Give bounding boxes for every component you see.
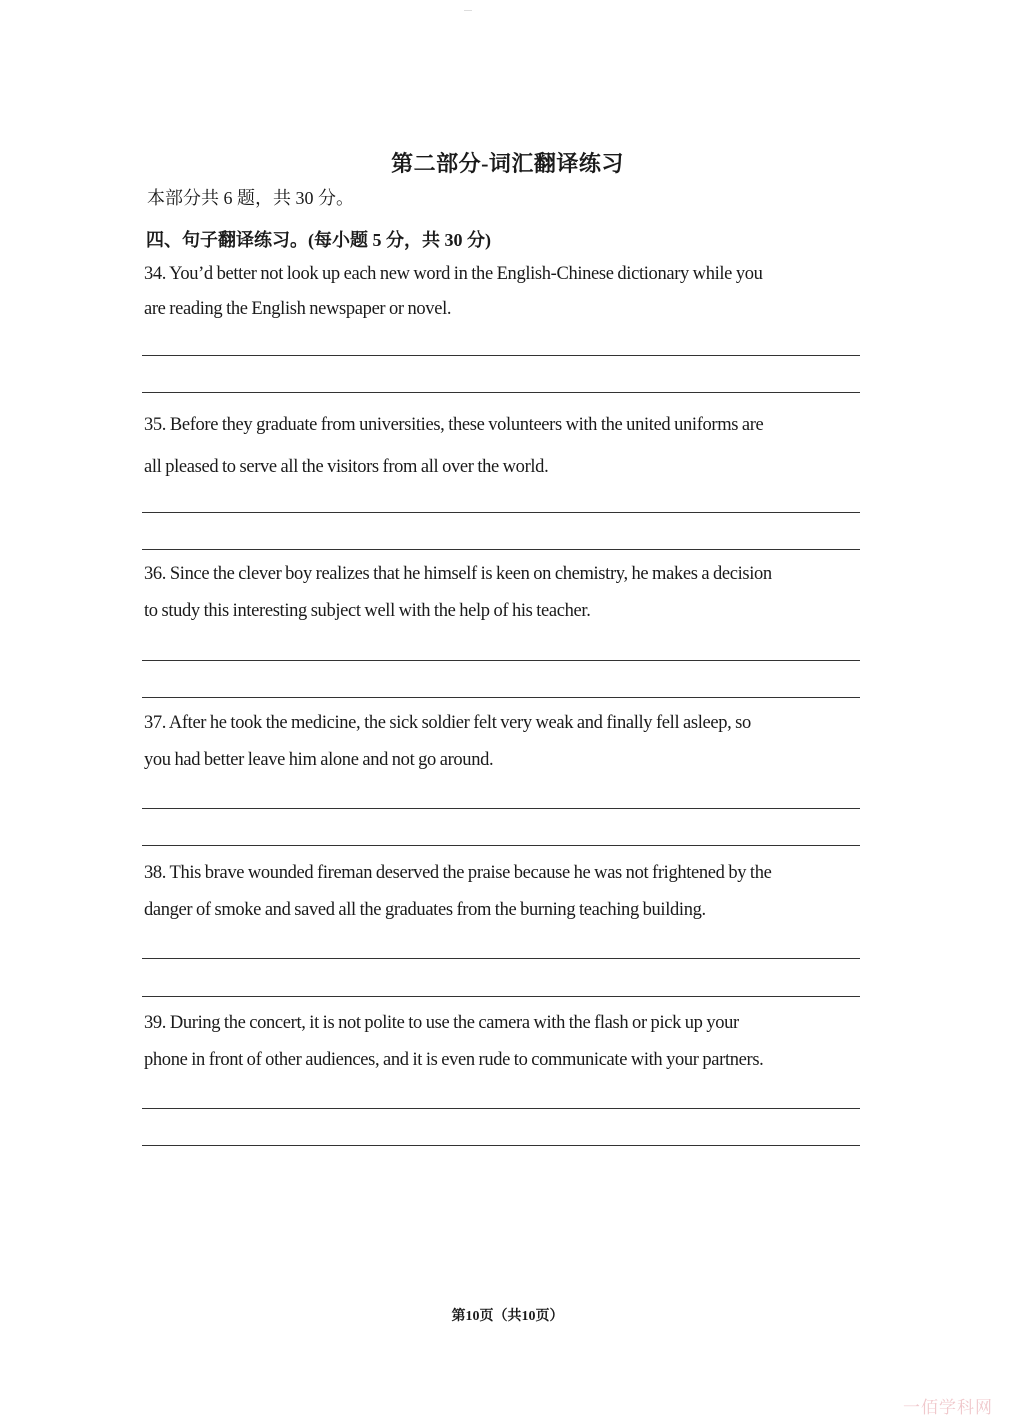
- question-34-line-2: are reading the English newspaper or novel.: [144, 299, 452, 319]
- question-36-line-2: to study this interesting subject well with the help of his teacher.: [144, 601, 591, 621]
- answer-line-36-2[interactable]: [142, 697, 860, 698]
- scan-speck: [464, 10, 472, 11]
- answer-line-39-1[interactable]: [142, 1108, 860, 1109]
- question-38-line-1: 38. This brave wounded fireman deserved the praise because he was not frightened by the: [144, 863, 772, 883]
- answer-line-35-1[interactable]: [142, 512, 860, 513]
- section-heading: 四、句子翻译练习。(每小题 5 分，共 30 分): [146, 230, 491, 250]
- question-38-line-2: danger of smoke and saved all the graduates from the burning teaching building.: [144, 900, 706, 920]
- answer-line-34-2[interactable]: [142, 392, 860, 393]
- answer-line-39-2[interactable]: [142, 1145, 860, 1146]
- question-39-line-1: 39. During the concert, it is not polite to use the camera with the flash or pick up your: [144, 1013, 739, 1033]
- page-title: 第二部分-词汇翻译练习: [391, 151, 624, 176]
- question-37-line-1: 37. After he took the medicine, the sick soldier felt very weak and finally fell asleep, so: [144, 713, 751, 733]
- answer-line-34-1[interactable]: [142, 355, 860, 356]
- answer-line-35-2[interactable]: [142, 549, 860, 550]
- question-34-line-1: 34. You’d better not look up each new word in the English-Chinese dictionary while you: [144, 264, 763, 284]
- question-37-line-2: you had better leave him alone and not go around.: [144, 750, 494, 770]
- page-number: 第10页（共10页）: [451, 1309, 564, 1324]
- answer-line-38-1[interactable]: [142, 958, 860, 959]
- part-intro: 本部分共 6 题，共 30 分。: [147, 188, 354, 208]
- question-36-line-1: 36. Since the clever boy realizes that he himself is keen on chemistry, he makes a decision: [144, 564, 772, 584]
- question-35-line-1: 35. Before they graduate from universities, these volunteers with the united uniforms are: [144, 415, 764, 435]
- question-39-line-2: phone in front of other audiences, and it is even rude to communicate with your partners.: [144, 1050, 764, 1070]
- answer-line-37-1[interactable]: [142, 808, 860, 809]
- answer-line-36-1[interactable]: [142, 660, 860, 661]
- question-35-line-2: all pleased to serve all the visitors from all over the world.: [144, 457, 549, 477]
- answer-line-38-2[interactable]: [142, 996, 860, 997]
- answer-line-37-2[interactable]: [142, 845, 860, 846]
- watermark: 一佰学科网: [903, 1398, 993, 1418]
